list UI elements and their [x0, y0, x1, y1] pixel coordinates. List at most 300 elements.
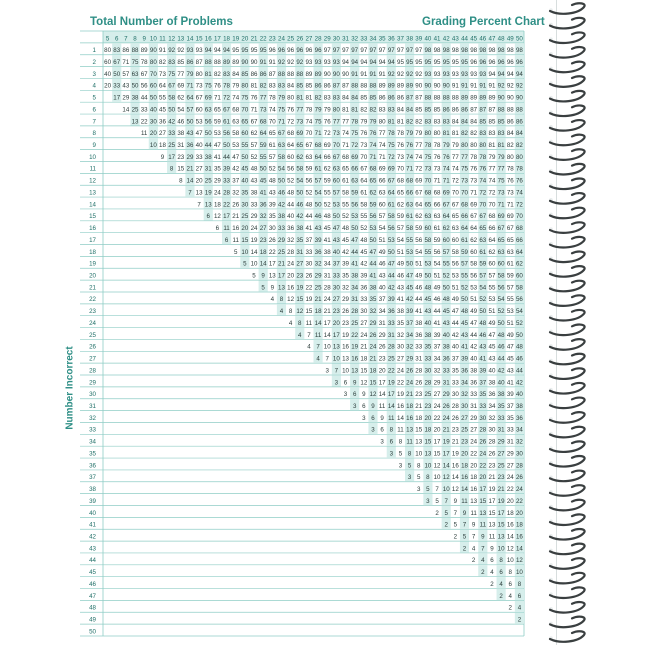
column-total-label: 19 — [232, 35, 240, 43]
percent-cell: 65 — [506, 236, 514, 244]
row-incorrect-label: 20 — [89, 272, 96, 280]
percent-cell: 55 — [159, 94, 166, 102]
percent-cell: 4 — [279, 308, 284, 316]
percent-cell: 7 — [188, 189, 192, 197]
percent-cell: 68 — [259, 118, 267, 126]
percent-cell: 41 — [323, 236, 331, 244]
percent-cell: 77 — [415, 142, 423, 150]
percent-cell: 40 — [287, 213, 295, 221]
percent-cell: 55 — [342, 201, 349, 209]
percent-cell: 79 — [442, 142, 450, 150]
percent-cell: 53 — [387, 236, 395, 244]
percent-cell: 4 — [499, 580, 503, 588]
column-total-label: 9 — [142, 35, 146, 43]
percent-cell: 36 — [515, 414, 523, 422]
percent-cell: 14 — [122, 106, 130, 114]
percent-cell: 21 — [488, 474, 496, 482]
percent-cell: 6 — [371, 414, 375, 422]
percent-cell: 63 — [305, 153, 313, 161]
percent-cell: 71 — [378, 153, 386, 161]
percent-cell: 83 — [378, 106, 386, 114]
percent-cell: 89 — [488, 94, 496, 102]
percent-cell: 79 — [278, 94, 285, 102]
percent-cell: 58 — [360, 201, 368, 209]
percent-cell: 84 — [406, 106, 414, 114]
percent-cell: 60 — [195, 106, 203, 114]
spiral-coil — [550, 105, 585, 116]
percent-cell: 74 — [369, 142, 377, 150]
row-incorrect-label: 32 — [89, 414, 96, 422]
percent-cell: 16 — [351, 355, 359, 363]
percent-cell: 8 — [499, 557, 503, 565]
percent-cell: 4 — [490, 569, 494, 577]
percent-cell: 90 — [342, 70, 349, 78]
percent-cell: 4 — [298, 331, 302, 339]
percent-cell: 91 — [259, 58, 267, 66]
percent-cell: 85 — [497, 118, 505, 126]
percent-cell: 92 — [296, 58, 304, 66]
percent-cell: 66 — [433, 201, 441, 209]
percent-cell: 60 — [149, 82, 157, 90]
spiral-coil — [550, 441, 585, 452]
percent-cell: 93 — [195, 47, 203, 55]
percent-cell: 44 — [351, 248, 359, 256]
percent-cell: 41 — [213, 153, 221, 161]
percent-cell: 27 — [195, 165, 203, 173]
percent-cell: 74 — [515, 189, 523, 197]
row-incorrect-label: 3 — [92, 70, 96, 78]
percent-cell: 71 — [213, 94, 221, 102]
percent-cell: 20 — [241, 225, 249, 233]
percent-cell: 63 — [451, 225, 459, 233]
percent-cell: 16 — [406, 414, 414, 422]
percent-cell: 83 — [168, 58, 176, 66]
percent-cell: 82 — [259, 82, 267, 90]
chart-title: Grading Percent Chart — [422, 16, 545, 28]
percent-cell: 12 — [506, 545, 514, 553]
percent-cell: 61 — [360, 189, 368, 197]
percent-cell: 30 — [332, 284, 340, 292]
percent-cell: 14 — [506, 533, 514, 541]
percent-cell: 41 — [479, 355, 487, 363]
percent-cell: 91 — [488, 82, 496, 90]
percent-cell: 19 — [296, 284, 304, 292]
percent-cell: 29 — [506, 450, 514, 458]
percent-cell: 15 — [305, 308, 313, 316]
percent-cell: 97 — [406, 47, 414, 55]
percent-cell: 51 — [397, 248, 404, 256]
percent-cell: 6 — [352, 391, 357, 399]
percent-cell: 17 — [387, 391, 395, 399]
percent-cell: 26 — [268, 236, 276, 244]
percent-cell: 52 — [497, 308, 505, 316]
percent-cell: 61 — [406, 213, 414, 221]
percent-cell: 79 — [323, 106, 331, 114]
percent-cell: 36 — [259, 201, 267, 209]
percent-cell: 63 — [278, 142, 285, 150]
percent-cell: 90 — [415, 82, 423, 90]
percent-cell: 23 — [497, 474, 505, 482]
percent-cell: 34 — [461, 379, 468, 387]
percent-cell: 63 — [506, 248, 514, 256]
percent-cell: 34 — [433, 355, 441, 363]
percent-cell: 77 — [451, 153, 459, 161]
percent-cell: 14 — [259, 260, 267, 268]
percent-cell: 75 — [497, 177, 505, 185]
percent-cell: 95 — [232, 47, 240, 55]
percent-cell: 25 — [241, 213, 249, 221]
percent-cell: 48 — [497, 331, 505, 339]
row-incorrect-label: 10 — [89, 153, 96, 161]
row-incorrect-label: 35 — [89, 450, 96, 458]
percent-cell: 11 — [461, 497, 468, 505]
percent-cell: 69 — [442, 189, 450, 197]
percent-cell: 39 — [479, 367, 487, 375]
percent-cell: 36 — [314, 248, 322, 256]
percent-cell: 16 — [397, 402, 404, 410]
percent-cell: 75 — [424, 153, 432, 161]
percent-cell: 96 — [305, 47, 313, 55]
percent-cell: 27 — [332, 296, 340, 304]
row-incorrect-label: 22 — [89, 296, 96, 304]
percent-cell: 46 — [177, 118, 185, 126]
percent-cell: 97 — [342, 47, 349, 55]
percent-cell: 45 — [159, 106, 166, 114]
percent-cell: 50 — [387, 248, 395, 256]
percent-cell: 21 — [369, 355, 377, 363]
percent-cell: 96 — [268, 47, 276, 55]
percent-cell: 27 — [461, 414, 468, 422]
percent-cell: 47 — [232, 153, 240, 161]
percent-cell: 42 — [296, 213, 304, 221]
percent-cell: 9 — [490, 545, 494, 553]
percent-cell: 87 — [342, 82, 349, 90]
row-incorrect-label: 29 — [89, 379, 96, 387]
percent-cell: 42 — [387, 284, 395, 292]
percent-cell: 87 — [470, 106, 478, 114]
percent-cell: 26 — [451, 414, 459, 422]
percent-cell: 72 — [515, 201, 523, 209]
percent-cell: 31 — [497, 426, 505, 434]
percent-cell: 70 — [479, 201, 487, 209]
percent-cell: 78 — [515, 165, 523, 173]
percent-cell: 17 — [479, 486, 487, 494]
percent-cell: 48 — [323, 213, 331, 221]
percent-cell: 30 — [479, 414, 487, 422]
percent-cell: 49 — [470, 308, 478, 316]
percent-cell: 50 — [369, 236, 377, 244]
percent-cell: 91 — [159, 47, 166, 55]
percent-cell: 86 — [397, 94, 404, 102]
percent-cell: 18 — [461, 462, 468, 470]
percent-cell: 23 — [424, 402, 432, 410]
percent-cell: 83 — [278, 82, 285, 90]
percent-cell: 56 — [515, 296, 523, 304]
percent-cell: 74 — [406, 153, 414, 161]
percent-cell: 21 — [278, 260, 285, 268]
percent-cell: 42 — [497, 367, 505, 375]
percent-cell: 19 — [351, 343, 359, 351]
percent-cell: 2 — [435, 509, 439, 517]
percent-cell: 28 — [451, 402, 459, 410]
percent-cell: 61 — [506, 260, 514, 268]
percent-cell: 30 — [149, 118, 157, 126]
percent-cell: 28 — [515, 462, 523, 470]
percent-cell: 65 — [268, 130, 276, 138]
percent-cell: 85 — [177, 58, 185, 66]
percent-cell: 26 — [406, 367, 414, 375]
percent-cell: 10 — [424, 462, 432, 470]
percent-cell: 3 — [407, 474, 412, 482]
percent-cell: 42 — [470, 343, 478, 351]
column-total-label: 22 — [259, 35, 267, 43]
percent-cell: 50 — [442, 284, 450, 292]
percent-cell: 48 — [515, 343, 523, 351]
percent-cell: 20 — [104, 82, 112, 90]
percent-cell: 31 — [351, 296, 359, 304]
percent-cell: 50 — [241, 153, 249, 161]
percent-cell: 35 — [241, 189, 249, 197]
percent-cell: 33 — [278, 225, 285, 233]
percent-cell: 24 — [287, 260, 295, 268]
percent-cell: 63 — [131, 70, 139, 78]
percent-cell: 17 — [497, 509, 505, 517]
percent-cell: 49 — [378, 248, 386, 256]
percent-cell: 18 — [213, 201, 221, 209]
percent-cell: 58 — [278, 153, 285, 161]
percent-cell: 77 — [497, 165, 505, 173]
percent-cell: 9 — [362, 391, 366, 399]
percent-cell: 72 — [387, 153, 395, 161]
percent-cell: 86 — [387, 94, 395, 102]
percent-cell: 70 — [305, 130, 313, 138]
percent-cell: 80 — [149, 58, 157, 66]
percent-cell: 50 — [515, 331, 523, 339]
percent-cell: 29 — [442, 391, 450, 399]
percent-cell: 50 — [497, 319, 505, 327]
percent-cell: 21 — [323, 308, 331, 316]
percent-cell: 70 — [332, 142, 340, 150]
percent-cell: 3 — [398, 462, 403, 470]
percent-cell: 65 — [424, 201, 432, 209]
percent-cell: 12 — [515, 557, 523, 565]
percent-cell: 57 — [378, 213, 386, 221]
row-incorrect-label: 19 — [89, 260, 96, 268]
percent-cell: 14 — [314, 319, 322, 327]
spiral-coil — [550, 3, 585, 14]
percent-cell: 40 — [149, 106, 157, 114]
percent-cell: 30 — [268, 225, 276, 233]
spiral-coil — [550, 208, 585, 219]
percent-cell: 57 — [442, 248, 450, 256]
percent-cell: 5 — [453, 521, 458, 529]
percent-cell: 85 — [296, 82, 304, 90]
percent-cell: 52 — [250, 153, 258, 161]
percent-cell: 73 — [497, 189, 505, 197]
percent-cell: 7 — [325, 355, 329, 363]
percent-cell: 20 — [433, 426, 441, 434]
percent-cell: 71 — [250, 106, 258, 114]
percent-cell: 69 — [387, 165, 395, 173]
percent-cell: 36 — [415, 331, 423, 339]
percent-cell: 82 — [213, 70, 221, 78]
percent-cell: 53 — [213, 130, 221, 138]
percent-cell: 50 — [406, 260, 414, 268]
spiral-coil — [550, 427, 585, 438]
percent-cell: 38 — [369, 284, 377, 292]
percent-cell: 29 — [314, 272, 322, 280]
percent-cell: 30 — [461, 402, 468, 410]
percent-cell: 76 — [406, 142, 414, 150]
percent-cell: 88 — [515, 106, 523, 114]
percent-cell: 2 — [499, 592, 503, 600]
percent-cell: 47 — [369, 248, 377, 256]
percent-cell: 67 — [479, 213, 487, 221]
percent-cell: 53 — [506, 308, 514, 316]
percent-cell: 8 — [517, 580, 522, 588]
percent-cell: 52 — [479, 296, 487, 304]
percent-cell: 51 — [433, 272, 441, 280]
percent-cell: 11 — [470, 509, 477, 517]
percent-cell: 64 — [259, 130, 267, 138]
row-incorrect-label: 11 — [89, 165, 96, 173]
percent-cell: 93 — [305, 58, 313, 66]
percent-cell: 81 — [488, 142, 496, 150]
column-total-label: 26 — [296, 35, 304, 43]
percent-cell: 17 — [268, 260, 276, 268]
percent-cell: 40 — [497, 379, 505, 387]
percent-cell: 12 — [360, 379, 368, 387]
percent-cell: 75 — [314, 118, 322, 126]
spiral-binding — [548, 0, 645, 645]
percent-cell: 36 — [470, 379, 478, 387]
percent-cell: 21 — [497, 486, 505, 494]
percent-cell: 26 — [305, 272, 313, 280]
percent-cell: 8 — [426, 474, 430, 482]
percent-cell: 13 — [479, 509, 487, 517]
percent-cell: 84 — [451, 118, 459, 126]
percent-cell: 86 — [323, 82, 331, 90]
percent-cell: 65 — [497, 236, 505, 244]
percent-cell: 88 — [433, 94, 441, 102]
percent-cell: 57 — [314, 177, 322, 185]
row-incorrect-label: 12 — [89, 177, 96, 185]
column-total-label: 48 — [497, 35, 505, 43]
percent-cell: 69 — [323, 142, 331, 150]
percent-cell: 20 — [287, 272, 295, 280]
percent-cell: 30 — [424, 367, 432, 375]
percent-cell: 69 — [177, 82, 185, 90]
percent-cell: 97 — [332, 47, 340, 55]
percent-cell: 11 — [479, 521, 487, 529]
percent-cell: 54 — [177, 106, 185, 114]
row-incorrect-label: 16 — [89, 225, 96, 233]
row-incorrect-label: 1 — [92, 47, 96, 55]
percent-cell: 74 — [305, 118, 313, 126]
column-total-label: 5 — [105, 35, 110, 43]
percent-cell: 13 — [351, 367, 359, 375]
percent-cell: 42 — [232, 165, 240, 173]
percent-cell: 16 — [515, 533, 523, 541]
percent-cell: 91 — [351, 70, 359, 78]
column-total-label: 13 — [177, 35, 185, 43]
row-incorrect-label: 34 — [89, 438, 96, 446]
percent-cell: 63 — [433, 213, 441, 221]
percent-cell: 18 — [515, 521, 523, 529]
percent-cell: 73 — [397, 153, 404, 161]
row-incorrect-label: 14 — [89, 201, 96, 209]
percent-cell: 20 — [195, 177, 203, 185]
percent-cell: 68 — [406, 177, 414, 185]
percent-cell: 70 — [360, 153, 368, 161]
percent-cell: 46 — [278, 189, 285, 197]
percent-cell: 83 — [332, 94, 340, 102]
percent-cell: 39 — [342, 260, 349, 268]
percent-cell: 64 — [442, 213, 450, 221]
percent-cell: 8 — [279, 296, 284, 304]
percent-cell: 54 — [296, 177, 304, 185]
percent-cell: 97 — [351, 47, 359, 55]
percent-cell: 85 — [424, 106, 432, 114]
percent-cell: 87 — [479, 106, 487, 114]
percent-cell: 4 — [307, 343, 311, 351]
percent-cell: 3 — [426, 497, 430, 505]
percent-cell: 53 — [451, 272, 459, 280]
percent-cell: 74 — [451, 165, 459, 173]
percent-cell: 7 — [471, 533, 476, 541]
percent-cell: 75 — [351, 130, 359, 138]
percent-cell: 45 — [241, 165, 249, 173]
percent-cell: 55 — [461, 272, 468, 280]
percent-cell: 35 — [506, 414, 514, 422]
percent-cell: 98 — [451, 47, 459, 55]
percent-cell: 6 — [343, 379, 348, 387]
percent-cell: 20 — [149, 130, 157, 138]
percent-cell: 91 — [451, 82, 459, 90]
percent-cell: 12 — [442, 474, 450, 482]
percent-cell: 48 — [442, 296, 450, 304]
percent-cell: 33 — [250, 201, 258, 209]
percent-cell: 92 — [497, 82, 505, 90]
percent-cell: 39 — [433, 331, 441, 339]
percent-cell: 69 — [351, 153, 359, 161]
percent-cell: 39 — [223, 165, 230, 173]
percent-cell: 28 — [323, 284, 331, 292]
percent-cell: 44 — [204, 142, 212, 150]
percent-cell: 17 — [442, 450, 450, 458]
percent-cell: 49 — [433, 284, 441, 292]
row-incorrect-label: 44 — [89, 557, 96, 565]
percent-cell: 24 — [213, 189, 221, 197]
percent-cell: 57 — [250, 142, 258, 150]
percent-cell: 39 — [314, 236, 322, 244]
percent-cell: 40 — [451, 343, 459, 351]
spiral-coil — [550, 32, 585, 43]
percent-cell: 15 — [488, 509, 496, 517]
percent-cell: 3 — [325, 367, 329, 375]
percent-cell: 3 — [352, 402, 357, 410]
percent-cell: 76 — [433, 153, 441, 161]
percent-cell: 62 — [442, 225, 450, 233]
percent-cell: 38 — [415, 319, 423, 327]
percent-cell: 56 — [415, 236, 423, 244]
percent-cell: 62 — [415, 213, 423, 221]
percent-cell: 90 — [497, 94, 505, 102]
percent-cell: 71 — [406, 165, 414, 173]
column-total-label: 49 — [506, 35, 514, 43]
percent-cell: 25 — [424, 391, 432, 399]
percent-cell: 86 — [442, 106, 450, 114]
